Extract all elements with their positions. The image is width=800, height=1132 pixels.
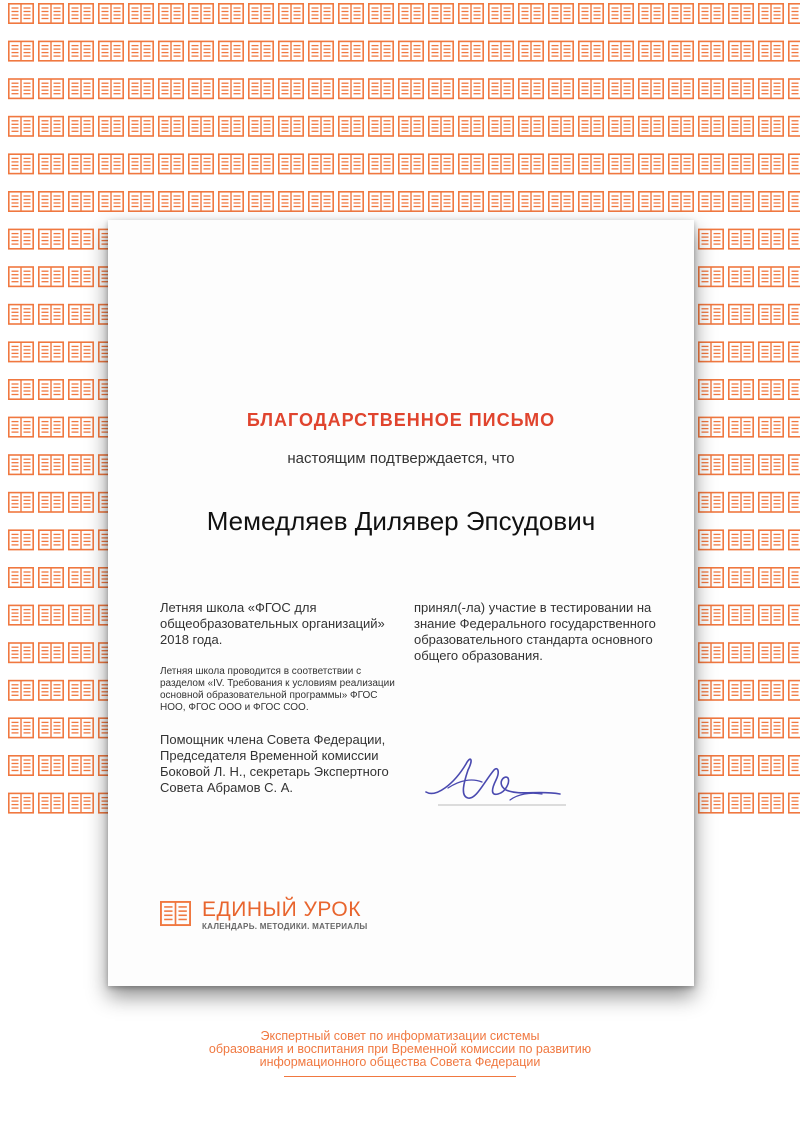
book-icon xyxy=(729,192,753,211)
book-icon xyxy=(699,756,723,775)
book-icon xyxy=(399,154,423,173)
logo-subtitle: КАЛЕНДАРЬ. МЕТОДИКИ. МАТЕРИАЛЫ xyxy=(202,922,368,931)
book-icon xyxy=(789,643,800,662)
book-icon xyxy=(699,493,723,512)
book-icon xyxy=(69,681,93,700)
book-icon xyxy=(519,117,543,136)
book-icon xyxy=(699,154,723,173)
book-icon xyxy=(39,229,63,248)
book-icon xyxy=(729,605,753,624)
book-icon xyxy=(759,154,783,173)
book-icon xyxy=(699,530,723,549)
book-icon xyxy=(39,793,63,812)
book-icon xyxy=(459,192,483,211)
book-icon xyxy=(429,4,453,23)
book-icon xyxy=(39,756,63,775)
book-icon xyxy=(729,229,753,248)
book-icon xyxy=(729,380,753,399)
book-icon xyxy=(729,267,753,286)
book-icon xyxy=(39,117,63,136)
book-icon xyxy=(69,756,93,775)
book-icon xyxy=(249,117,273,136)
book-icon xyxy=(9,192,33,211)
book-icon xyxy=(39,568,63,587)
book-icon xyxy=(669,117,693,136)
book-icon xyxy=(39,79,63,98)
book-icon xyxy=(609,192,633,211)
book-icon xyxy=(39,4,63,23)
book-icon xyxy=(39,305,63,324)
book-icon xyxy=(39,342,63,361)
book-icon xyxy=(759,568,783,587)
book-icon xyxy=(579,117,603,136)
book-icon xyxy=(639,154,663,173)
book-icon xyxy=(699,681,723,700)
book-icon xyxy=(189,117,213,136)
book-icon xyxy=(759,380,783,399)
book-icon xyxy=(729,41,753,60)
book-icon xyxy=(9,756,33,775)
book-icon xyxy=(789,417,800,436)
letter-subtitle: настоящим подтверждается, что xyxy=(287,450,515,467)
book-icon xyxy=(759,530,783,549)
book-icon xyxy=(579,41,603,60)
book-icon xyxy=(489,79,513,98)
book-icon xyxy=(309,192,333,211)
book-icon xyxy=(789,793,800,812)
book-icon xyxy=(789,229,800,248)
book-icon xyxy=(369,79,393,98)
book-icon xyxy=(429,154,453,173)
book-icon xyxy=(249,41,273,60)
book-icon xyxy=(9,681,33,700)
book-icon xyxy=(759,417,783,436)
book-icon xyxy=(9,41,33,60)
book-icon xyxy=(159,117,183,136)
book-icon xyxy=(549,192,573,211)
book-icon xyxy=(759,681,783,700)
book-icon xyxy=(579,192,603,211)
book-icon xyxy=(159,41,183,60)
book-icon xyxy=(309,117,333,136)
book-icon xyxy=(729,4,753,23)
book-icon xyxy=(699,79,723,98)
book-icon xyxy=(729,417,753,436)
book-icon xyxy=(399,4,423,23)
book-icon xyxy=(9,530,33,549)
book-icon xyxy=(219,154,243,173)
book-icon xyxy=(429,117,453,136)
book-icon xyxy=(159,4,183,23)
book-icon xyxy=(789,681,800,700)
book-icon xyxy=(729,568,753,587)
book-icon xyxy=(69,342,93,361)
book-icon xyxy=(249,192,273,211)
book-icon xyxy=(789,455,800,474)
right-column xyxy=(414,600,664,664)
book-icon xyxy=(339,117,363,136)
book-icon xyxy=(9,718,33,737)
book-icon xyxy=(699,192,723,211)
book-icon xyxy=(669,192,693,211)
book-icon xyxy=(69,568,93,587)
book-icon xyxy=(369,41,393,60)
book-icon xyxy=(309,4,333,23)
book-icon xyxy=(729,793,753,812)
book-icon xyxy=(699,117,723,136)
book-icon xyxy=(789,267,800,286)
book-icon xyxy=(69,229,93,248)
book-icon xyxy=(639,41,663,60)
book-icon xyxy=(489,4,513,23)
book-icon xyxy=(609,117,633,136)
book-icon xyxy=(69,154,93,173)
book-icon xyxy=(189,79,213,98)
signature xyxy=(420,748,570,812)
book-icon xyxy=(9,380,33,399)
book-icon xyxy=(39,267,63,286)
left-column xyxy=(160,600,396,796)
book-icon xyxy=(759,455,783,474)
book-icon xyxy=(399,41,423,60)
book-icon xyxy=(549,41,573,60)
book-icon xyxy=(279,154,303,173)
book-icon xyxy=(699,342,723,361)
book-icon xyxy=(729,154,753,173)
signatory-text: Помощник члена Совета Федерации, Председателя Временной комиссии Боковой Л. Н., секретарь Экспертного Совета Абрамов С. А. xyxy=(160,732,389,795)
book-icon xyxy=(99,117,123,136)
book-icon xyxy=(9,417,33,436)
book-icon xyxy=(609,41,633,60)
book-icon xyxy=(219,117,243,136)
book-icon xyxy=(39,192,63,211)
book-icon xyxy=(39,455,63,474)
book-icon xyxy=(249,79,273,98)
book-icon xyxy=(639,79,663,98)
book-icon xyxy=(399,117,423,136)
book-icon xyxy=(69,455,93,474)
book-icon xyxy=(789,605,800,624)
book-icon xyxy=(789,493,800,512)
book-icon xyxy=(759,605,783,624)
book-icon xyxy=(69,192,93,211)
book-icon xyxy=(9,117,33,136)
book-icon xyxy=(159,192,183,211)
book-icon xyxy=(369,117,393,136)
book-icon xyxy=(699,605,723,624)
book-icon xyxy=(609,154,633,173)
book-icon xyxy=(39,530,63,549)
book-icon xyxy=(99,41,123,60)
book-icon xyxy=(699,455,723,474)
book-icon xyxy=(789,380,800,399)
book-icon xyxy=(759,229,783,248)
book-icon xyxy=(459,41,483,60)
book-icon xyxy=(729,756,753,775)
book-icon xyxy=(489,192,513,211)
book-icon xyxy=(129,79,153,98)
footer-text xyxy=(150,1030,650,1069)
book-icon xyxy=(309,154,333,173)
book-icon xyxy=(759,756,783,775)
book-icon xyxy=(279,192,303,211)
book-icon xyxy=(699,643,723,662)
school-text: Летняя школа «ФГОС для общеобразовательных организаций» 2018 года. xyxy=(160,600,385,647)
book-icon xyxy=(9,493,33,512)
book-icon xyxy=(699,793,723,812)
book-icon xyxy=(759,4,783,23)
book-icon xyxy=(639,117,663,136)
book-icon xyxy=(219,4,243,23)
book-icon xyxy=(579,154,603,173)
book-icon xyxy=(39,417,63,436)
book-icon xyxy=(339,41,363,60)
book-icon xyxy=(99,154,123,173)
book-icon xyxy=(39,643,63,662)
book-icon xyxy=(699,267,723,286)
book-icon xyxy=(69,530,93,549)
book-icon xyxy=(789,41,800,60)
book-icon xyxy=(279,4,303,23)
book-icon xyxy=(669,154,693,173)
book-icon xyxy=(789,79,800,98)
book-icon xyxy=(579,79,603,98)
book-icon xyxy=(39,681,63,700)
book-icon xyxy=(759,267,783,286)
book-icon xyxy=(369,154,393,173)
book-icon xyxy=(279,117,303,136)
book-icon xyxy=(669,4,693,23)
book-icon xyxy=(729,530,753,549)
book-icon xyxy=(519,192,543,211)
book-icon xyxy=(189,192,213,211)
book-icon xyxy=(699,41,723,60)
book-icon xyxy=(519,41,543,60)
logo-title: ЕДИНЫЙ УРОК xyxy=(202,898,361,921)
book-icon xyxy=(369,4,393,23)
book-icon xyxy=(159,79,183,98)
book-icon xyxy=(9,643,33,662)
book-icon xyxy=(609,79,633,98)
book-icon xyxy=(69,4,93,23)
book-icon xyxy=(699,718,723,737)
book-icon xyxy=(189,41,213,60)
book-icon xyxy=(759,117,783,136)
book-icon xyxy=(609,4,633,23)
book-icon xyxy=(489,41,513,60)
book-icon xyxy=(69,305,93,324)
book-icon xyxy=(159,154,183,173)
book-icon xyxy=(9,79,33,98)
book-icon xyxy=(489,154,513,173)
book-icon xyxy=(129,154,153,173)
book-icon xyxy=(549,154,573,173)
footer-divider xyxy=(284,1076,516,1077)
book-icon xyxy=(789,154,800,173)
footer-line-2: образования и воспитания при Временной комиссии по развитию xyxy=(208,1042,592,1056)
book-icon xyxy=(519,79,543,98)
book-icon xyxy=(699,380,723,399)
book-icon xyxy=(699,305,723,324)
book-icon xyxy=(459,154,483,173)
book-icon xyxy=(729,117,753,136)
book-icon xyxy=(699,568,723,587)
letter-sheet xyxy=(108,220,694,986)
book-icon xyxy=(699,4,723,23)
book-icon xyxy=(189,4,213,23)
book-icon xyxy=(129,117,153,136)
book-icon xyxy=(69,79,93,98)
book-icon xyxy=(729,643,753,662)
book-icon xyxy=(399,79,423,98)
book-icon xyxy=(279,41,303,60)
book-icon xyxy=(729,455,753,474)
book-icon xyxy=(729,681,753,700)
book-icon xyxy=(699,417,723,436)
participation-text: принял(-ла) участие в тестировании на знание Федерального государственного образовательного стандарта основного общего образования. xyxy=(414,600,656,663)
book-icon xyxy=(9,605,33,624)
book-icon xyxy=(759,192,783,211)
book-icon xyxy=(789,4,800,23)
edinyi-urok-logo xyxy=(160,896,380,936)
open-book-icon xyxy=(160,900,191,927)
letter-title: БЛАГОДАРСТВЕННОЕ ПИСЬМО xyxy=(246,410,556,430)
book-icon xyxy=(309,41,333,60)
book-icon xyxy=(519,154,543,173)
book-icon xyxy=(129,41,153,60)
book-icon xyxy=(579,4,603,23)
book-icon xyxy=(729,718,753,737)
book-icon xyxy=(69,605,93,624)
book-icon xyxy=(699,229,723,248)
book-icon xyxy=(759,342,783,361)
book-icon xyxy=(249,154,273,173)
book-icon xyxy=(99,4,123,23)
book-icon xyxy=(219,41,243,60)
book-icon xyxy=(459,79,483,98)
book-icon xyxy=(69,117,93,136)
book-icon xyxy=(69,41,93,60)
book-icon xyxy=(69,267,93,286)
book-icon xyxy=(39,605,63,624)
book-icon xyxy=(9,229,33,248)
book-icon xyxy=(39,41,63,60)
book-icon xyxy=(399,192,423,211)
book-icon xyxy=(9,455,33,474)
book-icon xyxy=(459,117,483,136)
book-icon xyxy=(99,192,123,211)
book-icon xyxy=(9,568,33,587)
book-icon xyxy=(339,4,363,23)
book-icon xyxy=(69,493,93,512)
book-icon xyxy=(669,79,693,98)
book-icon xyxy=(729,342,753,361)
book-icon xyxy=(309,79,333,98)
book-icon xyxy=(69,380,93,399)
book-icon xyxy=(549,4,573,23)
book-icon xyxy=(789,305,800,324)
book-icon xyxy=(9,154,33,173)
book-icon xyxy=(249,4,273,23)
book-icon xyxy=(489,117,513,136)
book-icon xyxy=(279,79,303,98)
book-icon xyxy=(219,79,243,98)
book-icon xyxy=(189,154,213,173)
school-note: Летняя школа проводится в соответствии с разделом «IV. Требования к условиям реализации основной образовательной программы» ФГОС НОО, ФГОС ООО и ФГОС СОО. xyxy=(160,666,395,713)
book-icon xyxy=(99,79,123,98)
book-icon xyxy=(549,117,573,136)
book-icon xyxy=(39,718,63,737)
book-icon xyxy=(429,192,453,211)
book-icon xyxy=(789,530,800,549)
book-icon xyxy=(339,79,363,98)
book-icon xyxy=(639,4,663,23)
book-icon xyxy=(789,718,800,737)
book-icon xyxy=(9,267,33,286)
book-icon xyxy=(429,41,453,60)
book-icon xyxy=(219,192,243,211)
book-icon xyxy=(39,380,63,399)
book-icon xyxy=(339,192,363,211)
recipient-name: Мемедляев Дилявер Эпсудович xyxy=(206,506,596,536)
book-icon xyxy=(9,4,33,23)
book-icon xyxy=(759,305,783,324)
book-icon xyxy=(369,192,393,211)
book-icon xyxy=(789,342,800,361)
book-icon xyxy=(729,305,753,324)
book-icon xyxy=(759,643,783,662)
footer-line-1: Экспертный совет по информатизации системы xyxy=(260,1029,540,1043)
book-icon xyxy=(789,192,800,211)
book-icon xyxy=(69,718,93,737)
book-icon xyxy=(69,417,93,436)
book-icon xyxy=(69,643,93,662)
footer-line-3: информационного общества Совета Федерации xyxy=(259,1055,541,1069)
book-icon xyxy=(789,756,800,775)
book-icon xyxy=(759,718,783,737)
book-icon xyxy=(429,79,453,98)
book-icon xyxy=(789,568,800,587)
book-icon xyxy=(639,192,663,211)
book-icon xyxy=(129,4,153,23)
book-icon xyxy=(339,154,363,173)
book-icon xyxy=(69,793,93,812)
book-icon xyxy=(39,154,63,173)
book-icon xyxy=(459,4,483,23)
book-icon xyxy=(759,493,783,512)
book-icon xyxy=(9,793,33,812)
book-icon xyxy=(129,192,153,211)
book-icon xyxy=(759,41,783,60)
book-icon xyxy=(729,79,753,98)
book-icon xyxy=(9,305,33,324)
book-icon xyxy=(759,793,783,812)
book-icon xyxy=(519,4,543,23)
book-icon xyxy=(729,493,753,512)
book-icon xyxy=(9,342,33,361)
book-icon xyxy=(669,41,693,60)
book-icon xyxy=(549,79,573,98)
book-icon xyxy=(789,117,800,136)
book-icon xyxy=(39,493,63,512)
book-icon xyxy=(759,79,783,98)
